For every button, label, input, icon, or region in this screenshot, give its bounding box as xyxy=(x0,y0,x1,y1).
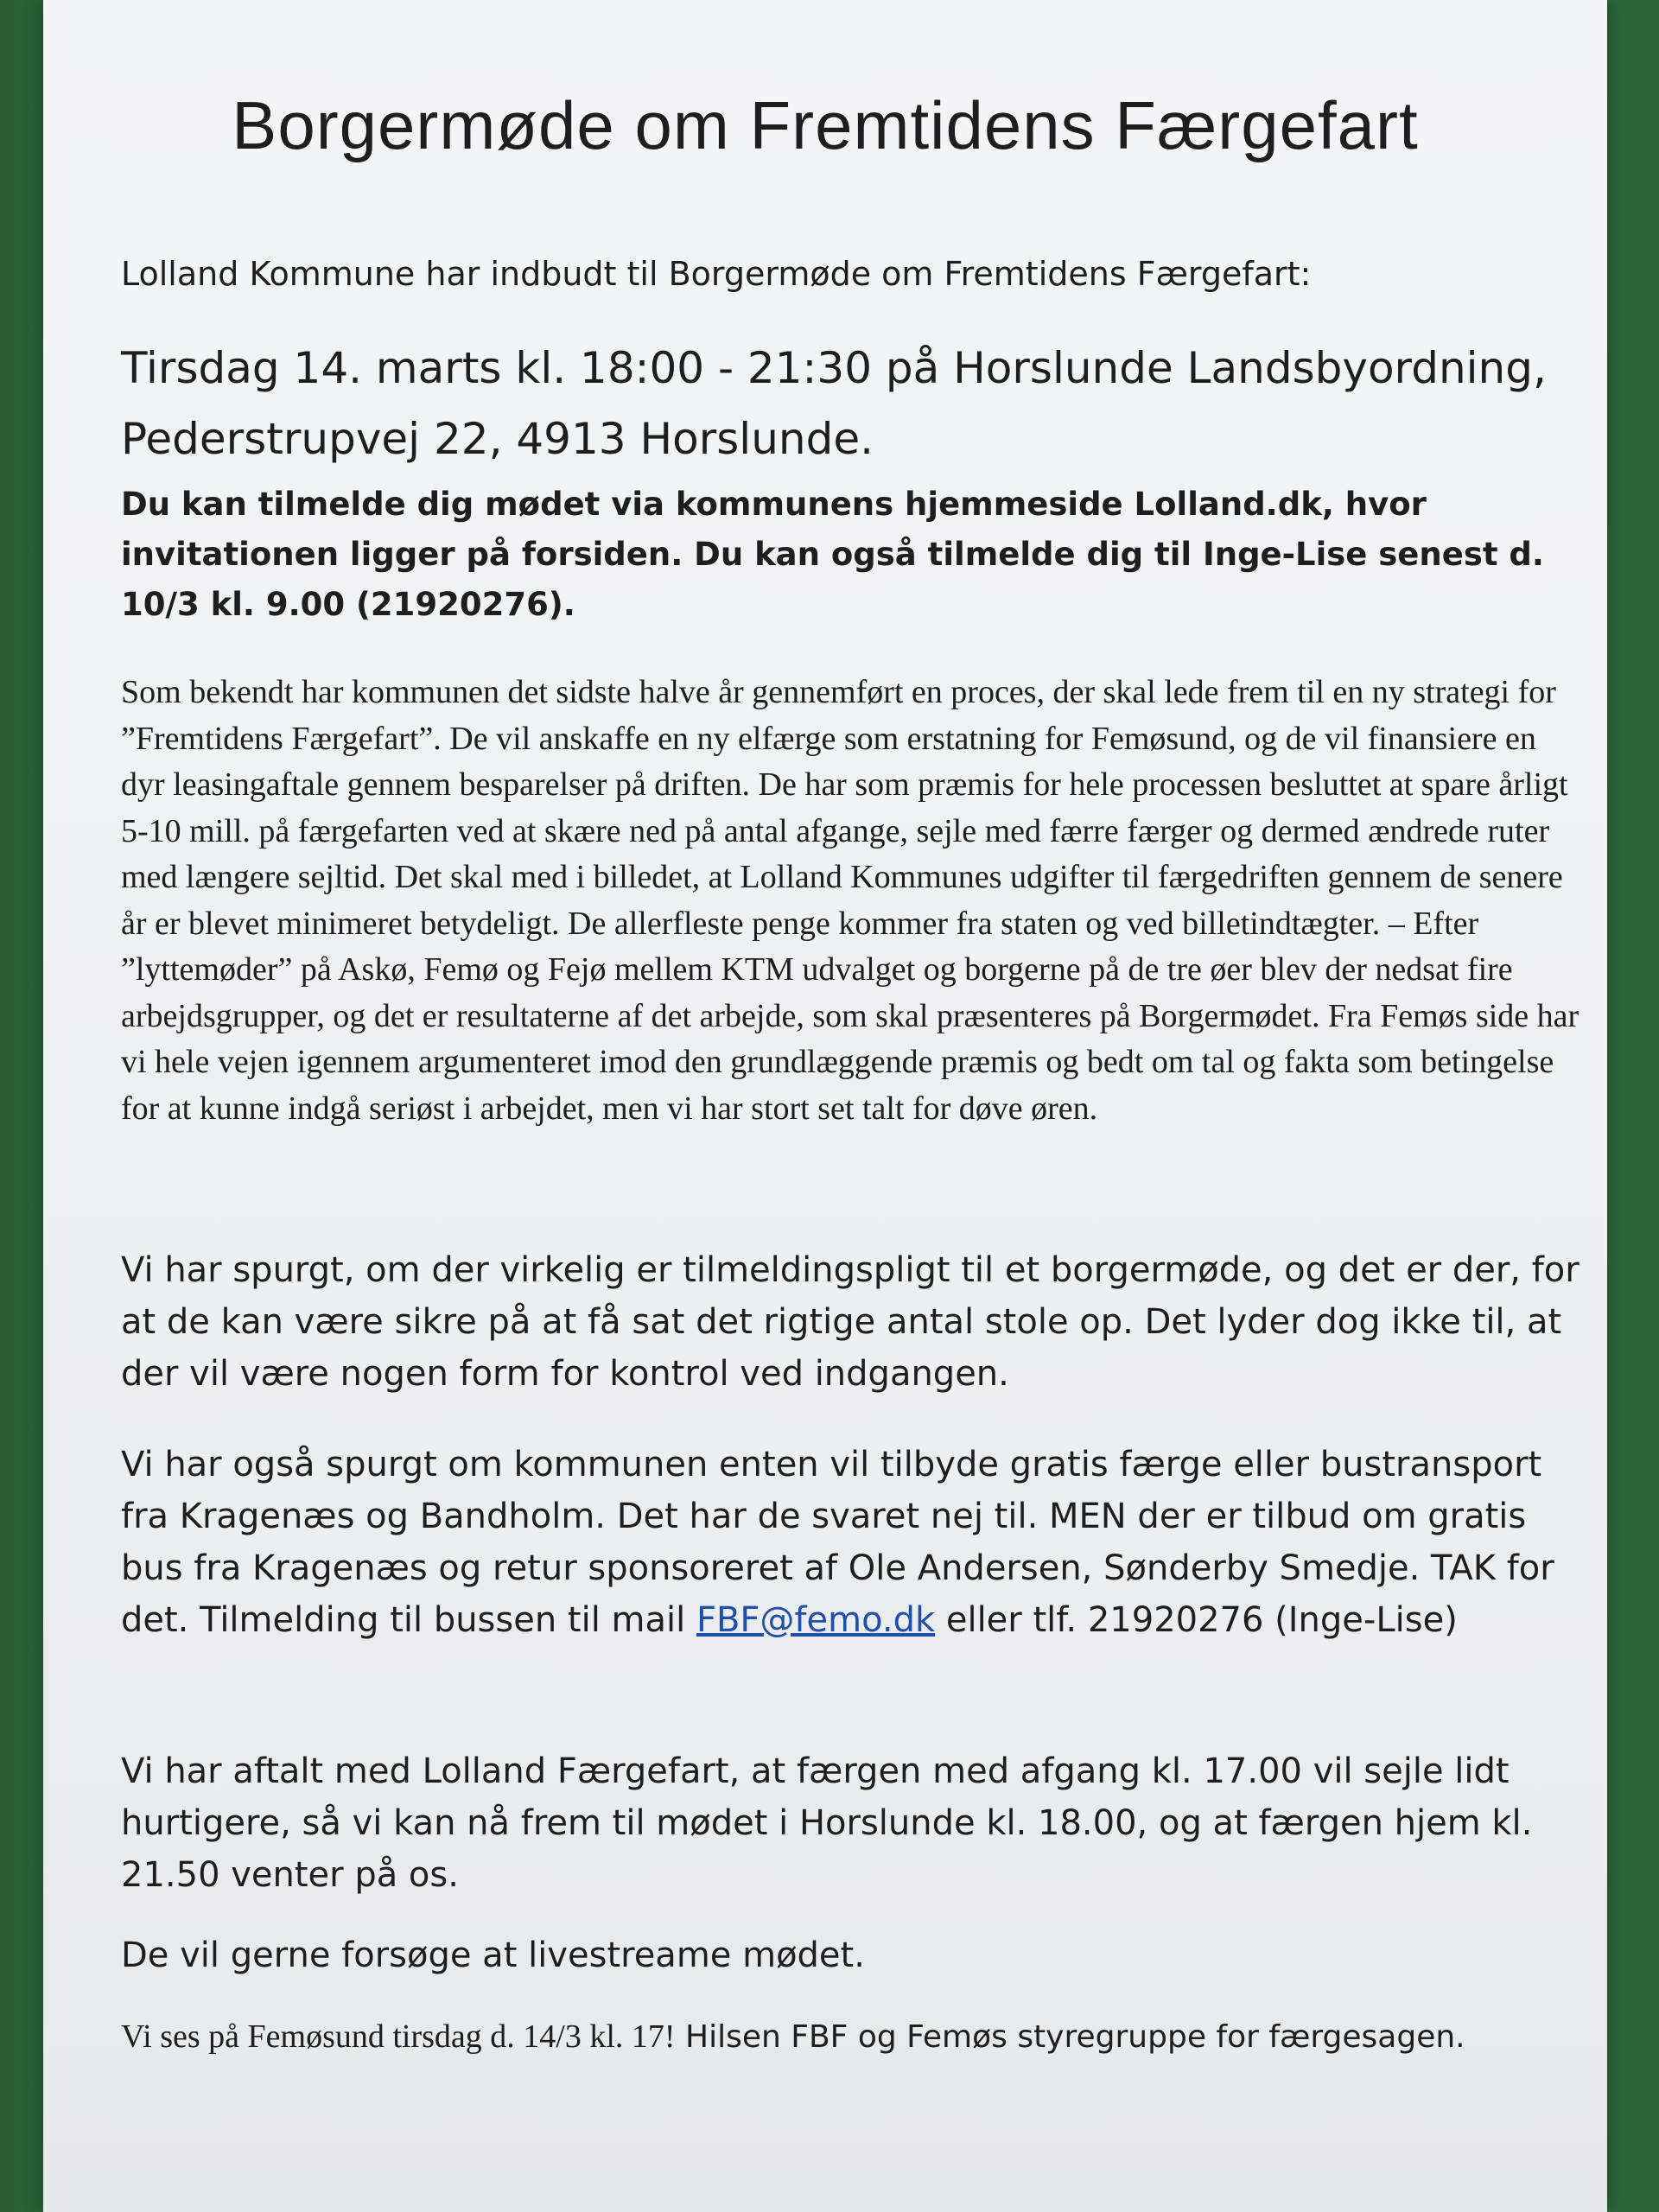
livestream-note: De vil gerne forsøge at livestreame mødet. xyxy=(121,1936,865,1975)
closing-greeting: Vi ses på Femøsund tirsdag d. 14/3 kl. 17! xyxy=(121,2018,676,2055)
meeting-address: Pederstrupvej 22, 4913 Horslunde. xyxy=(121,414,874,464)
ferry-paragraph: Vi har aftalt med Lolland Færgefart, at færgen med afgang kl. 17.00 vil sejle lidt hurtigere, så vi kan nå frem til mødet i Horslunde kl. 18.00, og at færgen hjem kl. 21.50 venter på os. xyxy=(121,1751,1533,1895)
signup-instructions: Du kan tilmelde dig mødet via kommunens hjemmeside Lolland.dk, hvor invitationen ligger på forsiden. Du kan også tilmelde dig til Inge-Lise senest d. 10/3 kl. 9.00 (21920276). xyxy=(121,486,1544,623)
flyer-sheet xyxy=(43,0,1607,2212)
transport-text-end: eller tlf. 21920276 (Inge-Lise) xyxy=(935,1600,1458,1640)
intro-text: Lolland Kommune har indbudt til Borgermøde om Fremtidens Færgefart: xyxy=(121,255,1312,293)
meeting-details xyxy=(121,333,1581,474)
meeting-date-time: Tirsdag 14. marts kl. 18:00 - 21:30 på Horslunde Landsbyordning, xyxy=(121,343,1547,393)
flyer-title: Borgermøde om Fremtidens Færgefart xyxy=(232,87,1419,163)
email-link[interactable]: FBF@femo.dk xyxy=(696,1600,936,1640)
transport-text: Vi har også spurgt om kommunen enten vil tilbyde gratis færge eller bustransport fra Kragenæs og Bandholm. Det har de svaret nej til. MEN der er tilbud om gratis bus fra Kragenæs og retur sponsoreret af Ole Andersen, Sønderby Smedje. TAK for det. Tilmelding til bussen til mail xyxy=(121,1445,1554,1640)
background-paragraph: Som bekendt har kommunen det sidste halve år gennemført en proces, der skal lede frem til en ny strategi for ”Fremtidens Færgefart”. De vil anskaffe en ny elfærge som erstatning for Femøsund, og de vil finansiere en dyr leasingaftale gennem besparelser på driften. De har som præmis for hele processen besluttet at spare årligt 5-10 mill. på færgefarten ved at skære ned på antal afgange, sejle med færre færger og dermed ændrede ruter med længere sejltid. Det skal med i billedet, at Lolland Kommunes udgifter til færgedriften gennem de senere år er blevet minimeret betydeligt. De allerfleste penge kommer fra staten og ved billetindtægter. – Efter ”lyttemøder” på Askø, Femø og Fejø mellem KTM udvalget og borgerne på de tre øer blev der nedsat fire arbejdsgrupper, og det er resultaterne af det arbejde, som skal præsenteres på Borgermødet. Fra Femøs side har vi hele vejen igennem argumenteret imod den grundlæggende præmis og bedt om tal og fakta som betingelse for at kunne indgå seriøst i arbejdet, men vi har stort set talt for døve øren. xyxy=(121,674,1580,1127)
closing-signature: Hilsen FBF og Femøs styregruppe for færgesagen. xyxy=(675,2019,1465,2055)
registration-paragraph: Vi har spurgt, om der virkelig er tilmeldingspligt til et borgermøde, og det er der, for at de kan være sikre på at få sat det rigtige antal stole op. Det lyder dog ikke til, at der vil være nogen form for kontrol ved indgangen. xyxy=(121,1250,1580,1394)
closing-line xyxy=(121,2018,1581,2056)
transport-paragraph xyxy=(121,1439,1581,1646)
